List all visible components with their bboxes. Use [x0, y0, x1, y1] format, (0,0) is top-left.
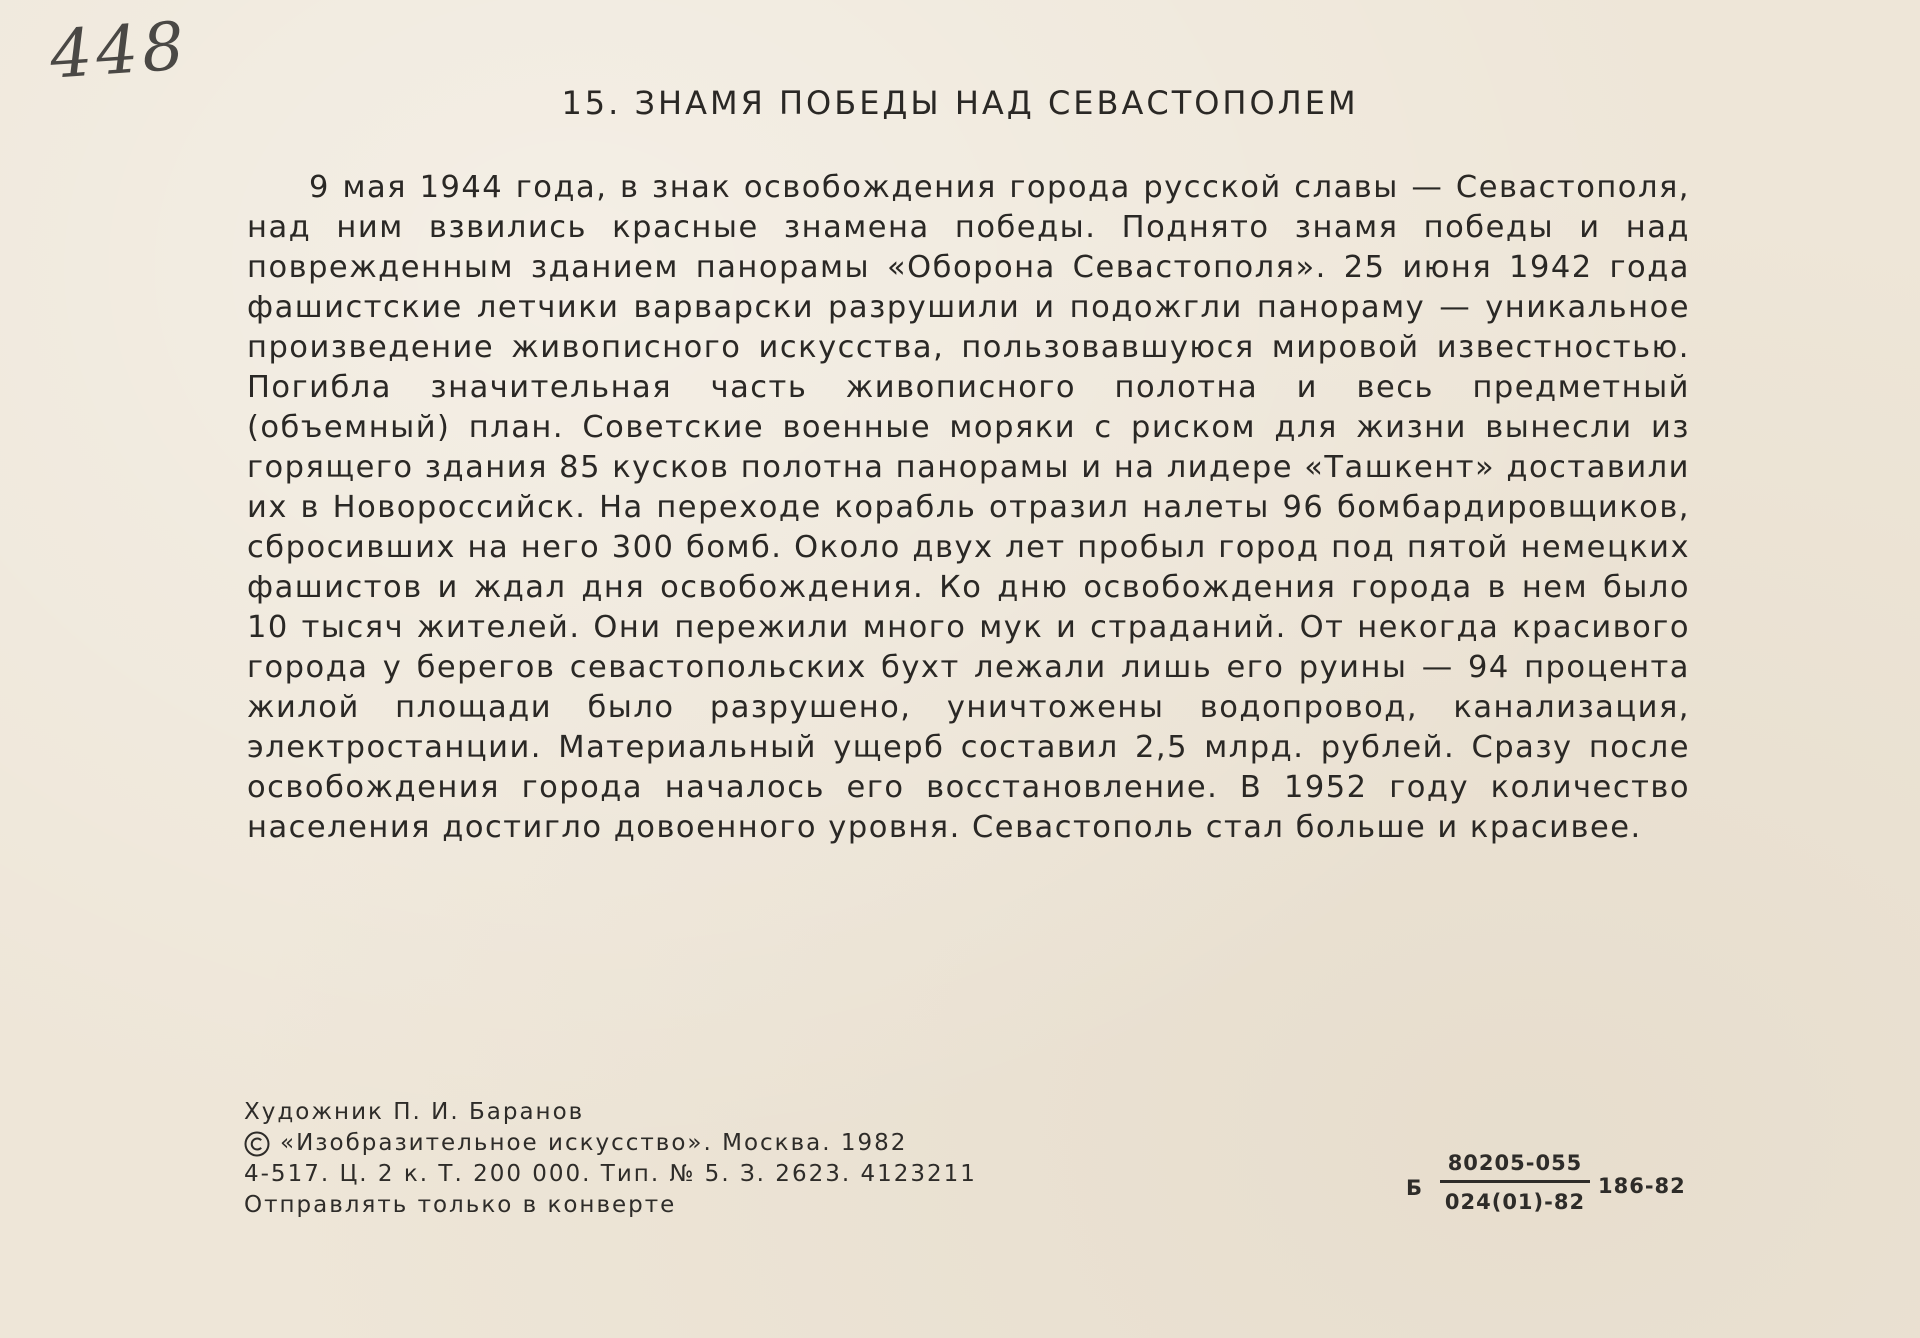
- credits-block: [244, 1097, 977, 1221]
- print-info: 4-517. Ц. 2 к. Т. 200 000. Тип. № 5. З. 2623. 4123211: [244, 1161, 977, 1187]
- mailing-note: Отправлять только в конверте: [244, 1192, 677, 1218]
- copyright-icon: [244, 1131, 270, 1157]
- index-numerator: 80205-055: [1447, 1151, 1583, 1175]
- artist-credit: Художник П. И. Баранов: [244, 1099, 585, 1125]
- copyright-line: [244, 1128, 977, 1159]
- index-denominator: 024(01)-82: [1444, 1190, 1586, 1214]
- publisher-text: «Изобразительное искусство». Москва. 1982: [280, 1130, 908, 1156]
- handwritten-number: 448: [47, 7, 191, 94]
- index-letter: Б: [1406, 1176, 1424, 1200]
- page-title: 15. ЗНАМЯ ПОБЕДЫ НАД СЕВАСТОПОЛЕМ: [561, 84, 1359, 122]
- body-paragraph: 9 мая 1944 года, в знак освобождения города русской славы — Севастополя, над ним взвились красные знамена победы. Поднято знамя победы и над поврежденным зданием панорамы «Оборона Севастополя». 25 июня 1942 года фашистские летчики варварски разрушили и подожгли панораму — уникальное произведение живописного искусства, пользовавшуюся мировой известностью. Погибла значительная часть живописного полотна и весь предметный (объемный) план. Советские военные моряки с риском для жизни вынесли из горящего здания 85 кусков полотна панорамы и на лидере «Ташкент» доставили их в Новороссийск. На переходе корабль отразил налеты 96 бомбардировщиков, сбросивших на него 300 бомб. Около двух лет пробыл город под пятой немецких фашистов и ждал дня освобождения. Ко дню освобождения города в нем было 10 тысяч жителей. Они пережили много мук и страданий. От некогда красивого города у берегов севастопольских бухт лежали лишь его руины — 94 процента жилой площади было разрушено, уничтожены водопровод, канализация, электростанции. Материальный ущерб составил 2,5 млрд. рублей. Сразу после освобождения города началось его восстановление. В 1952 году количество населения достигло довоенного уровня. Севастополь стал больше и красивее.: [247, 170, 1690, 845]
- index-fraction: [1440, 1150, 1590, 1215]
- fraction-bar: [1440, 1180, 1590, 1183]
- index-suffix: 186-82: [1598, 1174, 1686, 1198]
